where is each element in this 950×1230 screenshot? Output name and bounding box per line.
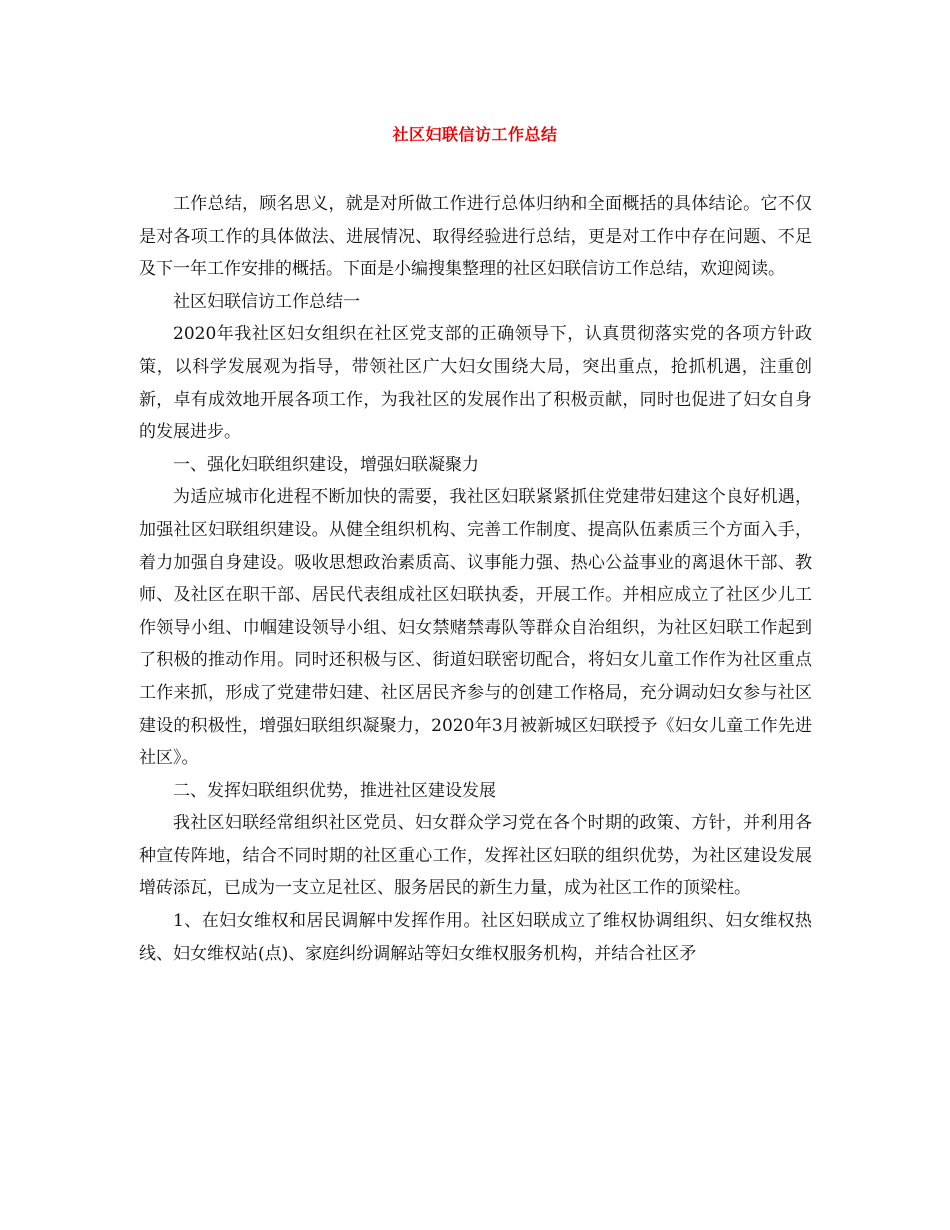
document-body — [139, 188, 812, 970]
paragraph: 2020年我社区妇女组织在社区党支部的正确领导下，认真贯彻落实党的各项方针政策，以科学发展观为指导，带领社区广大妇女围绕大局，突出重点，抢抓机遇，注重创新，卓有成效地开展各项工作，为我社区的发展作出了积极贡献，同时也促进了妇女自身的发展进步。 — [139, 324, 812, 443]
section-heading: 社区妇联信访工作总结一 — [173, 291, 360, 312]
section-heading: 一、强化妇联组织建设，增强妇联凝聚力 — [173, 454, 479, 475]
section-heading: 二、发挥妇联组织优势，推进社区建设发展 — [173, 780, 496, 801]
paragraph: 我社区妇联经常组织社区党员、妇女群众学习党在各个时期的政策、方针，并利用各种宣传阵地，结合不同时期的社区重心工作，发挥社区妇联的组织优势，为社区建设发展增砖添瓦，已成为一支立足社区、服务居民的新生力量，成为社区工作的顶梁柱。 — [139, 813, 812, 899]
paragraph: 为适应城市化进程不断加快的需要，我社区妇联紧紧抓住党建带妇建这个良好机遇，加强社区妇联组织建设。从健全组织机构、完善工作制度、提高队伍素质三个方面入手，着力加强自身建设。吸收思想政治素质高、议事能力强、热心公益事业的离退休干部、教师、及社区在职干部、居民代表组成社区妇联执委，开展工作。并相应成立了社区少儿工作领导小组、巾帼建设领导小组、妇女禁赌禁毒队等群众自治组织，为社区妇联工作起到了积极的推动作用。同时还积极与区、街道妇联密切配合，将妇女儿童工作作为社区重点工作来抓，形成了党建带妇建、社区居民齐参与的创建工作格局，充分调动妇女参与社区建设的积极性，增强妇联组织凝聚力，2020年3月被新城区妇联授予《妇女儿童工作先进社区》。 — [139, 487, 812, 769]
paragraph: 1、在妇女维权和居民调解中发挥作用。社区妇联成立了维权协调组织、妇女维权热线、妇女维权站(点)、家庭纠纷调解站等妇女维权服务机构，并结合社区矛 — [139, 911, 812, 964]
document-title: 社区妇联信访工作总结 — [392, 125, 558, 144]
paragraph-intro: 工作总结，顾名思义，就是对所做工作进行总体归纳和全面概括的具体结论。它不仅是对各项工作的具体做法、进展情况、取得经验进行总结，更是对工作中存在问题、不足及下一年工作安排的概括。下面是小编搜集整理的社区妇联信访工作总结，欢迎阅读。 — [139, 194, 812, 280]
